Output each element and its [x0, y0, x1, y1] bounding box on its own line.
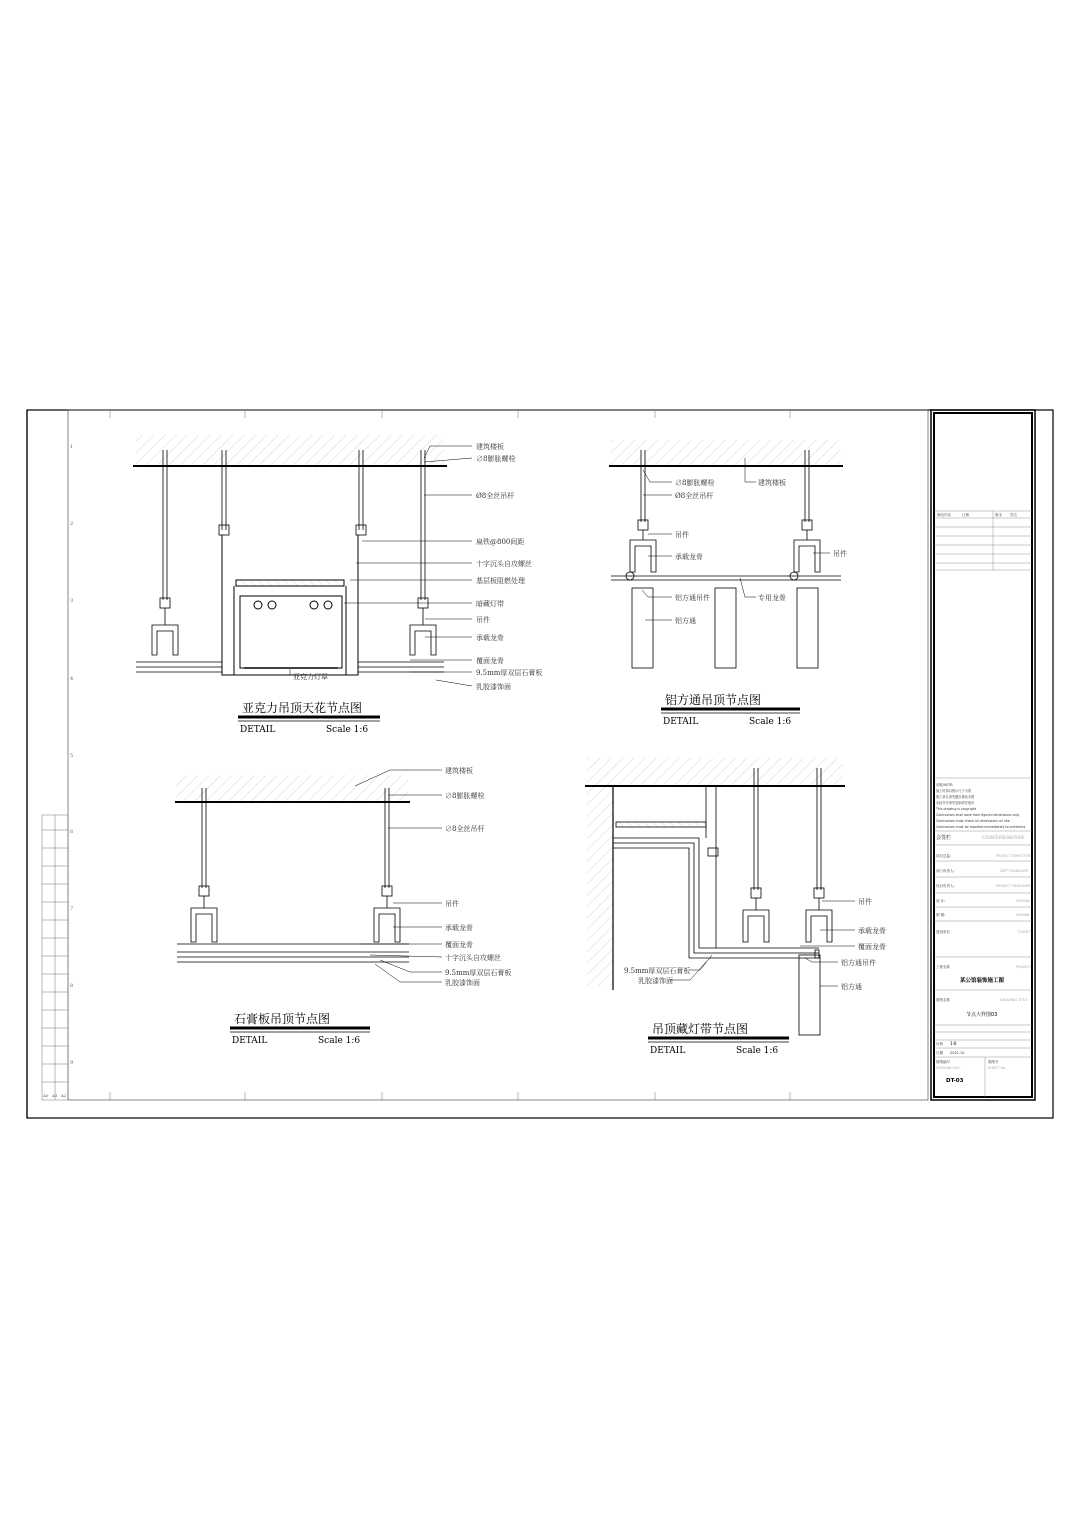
svg-text:A0: A0	[43, 1093, 49, 1098]
detail-acrylic-ceiling	[133, 435, 542, 735]
detail2-sub: DETAIL	[663, 717, 699, 727]
countersign-label: 会签栏	[936, 835, 952, 841]
detail-cove-light	[585, 758, 886, 1056]
label-main-runner: 承载龙骨	[445, 924, 473, 932]
label-base-board: 基层板阻燃处理	[476, 577, 525, 585]
label-main-runner: 承载龙骨	[675, 553, 703, 561]
detail2-title: 铝方通吊顶节点图	[665, 693, 762, 707]
label-paint: 乳胶漆饰面	[445, 979, 480, 987]
label-baffle-hanger: 铝方通吊件	[675, 594, 710, 602]
label-gypsum: 9.5mm厚双层石膏板	[445, 969, 512, 977]
row-drawn-sub: DRAWN	[1016, 913, 1030, 917]
label-slab: 建筑楼板	[758, 479, 786, 487]
label-rod: Ø8全丝吊杆	[476, 492, 515, 500]
rev-header-date: 日期	[962, 513, 969, 517]
note-line: Contractors must be reported immediately to architects	[936, 825, 1026, 829]
sheet-number: DT-03	[946, 1078, 964, 1084]
row-manager-sub: DEPT MANAGER	[1000, 869, 1028, 873]
label-paint: 乳胶漆饰面	[476, 683, 511, 691]
svg-text:2: 2	[70, 521, 74, 527]
drawing-no-label: 图纸编号	[936, 1060, 950, 1064]
label-paint: 乳胶漆饰面	[638, 977, 673, 985]
label-slab: 建筑楼板	[476, 443, 504, 451]
row-director-sub: PROJECT DIRECTOR	[996, 854, 1031, 858]
label-main-runner: 承载龙骨	[858, 927, 886, 935]
row-designer-label: 项目负责人:	[936, 884, 955, 888]
svg-text:5: 5	[70, 753, 74, 759]
label-special-runner: 专用龙骨	[758, 594, 786, 602]
row-director-label: 项目总监:	[936, 854, 952, 858]
project-label: 工程名称	[936, 965, 950, 969]
notes	[935, 782, 1026, 829]
project-name: 某公馆装饰施工图	[960, 978, 1005, 984]
detail2-scale: Scale 1:6	[749, 717, 792, 727]
label-hanger: 吊件	[858, 898, 872, 906]
left-scale-strip	[42, 815, 68, 1100]
project-sub: PROJECT	[1016, 965, 1032, 969]
label-main-runner: 承载龙骨	[476, 634, 504, 642]
drawing-name: 节点大样图03	[966, 1012, 998, 1018]
rev-header-content: 修改内容	[937, 513, 951, 517]
leaders	[290, 446, 472, 686]
drawing-sub: DRAWING TITLE	[1000, 998, 1028, 1002]
label-baffle: 铝方通	[841, 983, 862, 991]
outer-frame	[27, 410, 1053, 1118]
detail4-scale: Scale 1:6	[736, 1046, 779, 1056]
rev-header-sign: 签名	[1010, 513, 1017, 517]
detail-aluminum-baffle	[609, 440, 847, 727]
label-rod: Ø8全丝吊杆	[675, 492, 714, 500]
detail1-sub: DETAIL	[240, 725, 276, 735]
detail4-title: 吊顶藏灯带节点图	[652, 1022, 749, 1036]
svg-text:A2: A2	[61, 1093, 67, 1098]
drawing-no-sub: DRAWING NO.	[936, 1066, 961, 1070]
svg-text:8: 8	[70, 983, 74, 989]
revision-table	[934, 511, 1032, 570]
hanger-rods	[152, 450, 436, 655]
svg-text:6: 6	[70, 829, 74, 835]
label-flat-iron: 扁铁@800间距	[476, 538, 525, 546]
label-led-strip: 暗藏灯带	[476, 600, 504, 608]
bottom-col-markers	[42, 1093, 67, 1098]
detail3-sub: DETAIL	[232, 1036, 268, 1046]
label-hanger: 吊件	[675, 531, 689, 539]
detail1-title: 亚克力吊顶天花节点图	[242, 701, 363, 715]
label-acrylic-cover: 亚克力灯罩	[293, 673, 328, 681]
rev-header-version: 版本	[995, 513, 1002, 517]
note-line: Contractors shall work from figured dimensions only	[936, 813, 1020, 817]
label-bolt: ∅8膨胀螺栓	[675, 479, 715, 487]
row-markers	[70, 444, 73, 1066]
svg-text:1: 1	[70, 444, 74, 450]
note-line: This drawing is copyright	[936, 807, 977, 811]
date-value: 2021.10	[950, 1051, 965, 1055]
row-manager-label: 部门负责人:	[936, 869, 955, 873]
svg-text:3: 3	[70, 598, 74, 604]
svg-text:4: 4	[70, 676, 74, 682]
sheet-no-sub: SHEET No.	[988, 1066, 1007, 1070]
detail-gypsum-ceiling	[175, 766, 511, 1046]
note-line: 施工时请以图示尺寸为准	[936, 789, 972, 793]
client-label: 建设单位	[936, 930, 950, 934]
label-slab: 建筑楼板	[445, 767, 473, 775]
svg-text:9: 9	[70, 1060, 74, 1066]
sheet-no-label: 图纸号	[988, 1060, 999, 1064]
row-design-sub: DESIGN	[1016, 899, 1030, 903]
client-sub: CLIENT	[1018, 930, 1031, 934]
detail4-sub: DETAIL	[650, 1046, 686, 1056]
detail3-scale: Scale 1:6	[318, 1036, 361, 1046]
label-furring: 覆面龙骨	[445, 941, 473, 949]
detail3-title: 石膏板吊顶节点图	[234, 1012, 331, 1026]
title-block	[931, 410, 1035, 1100]
note-line: 施工单位请勿擅自修改本图	[936, 795, 975, 799]
svg-text:A1: A1	[52, 1093, 58, 1098]
row-designer-sub: PROJECT DESIGNER	[996, 884, 1031, 888]
drawing-label: 图纸名称	[936, 998, 950, 1002]
date-label: 日期	[936, 1051, 943, 1055]
label-furring: 覆面龙骨	[476, 657, 504, 665]
note-line: Contractors must check all dimensions on site	[936, 819, 1010, 823]
label-bolt: ∅8膨胀螺栓	[445, 792, 485, 800]
label-screw: 十字沉头自攻螺丝	[445, 954, 501, 962]
label-hanger-right: 吊件	[833, 550, 847, 558]
countersign-sub: COUNTERSIGNATURE	[982, 835, 1025, 840]
svg-text:7: 7	[70, 906, 74, 912]
label-hanger: 吊件	[476, 616, 490, 624]
label-rod: ∅8全丝吊杆	[445, 825, 485, 833]
note-line: 未经许可请勿复制或作他用	[936, 801, 975, 805]
label-bolt: ∅8膨胀螺栓	[476, 455, 516, 463]
label-baffle-hanger: 铝方通吊件	[841, 959, 876, 967]
note-line: 说明/NOTE:	[936, 783, 954, 787]
row-design-label: 设 计:	[936, 899, 946, 903]
label-gypsum: 9.5mm厚双层石膏板	[624, 967, 691, 975]
frame-ticks	[110, 410, 790, 1100]
light-trough	[222, 535, 358, 675]
label-furring: 覆面龙骨	[858, 943, 886, 951]
detail1-scale: Scale 1:6	[326, 725, 369, 735]
label-screw: 十字沉头自攻螺丝	[476, 560, 532, 568]
label-gypsum: 9.5mm厚双层石膏板	[476, 669, 543, 677]
scale-value: 1:6	[950, 1041, 957, 1046]
label-hanger: 吊件	[445, 900, 459, 908]
row-drawn-label: 制 图:	[936, 913, 946, 917]
label-baffle: 铝方通	[675, 617, 696, 625]
scale-label: 比例	[936, 1042, 943, 1046]
slab-hatch	[136, 435, 444, 466]
